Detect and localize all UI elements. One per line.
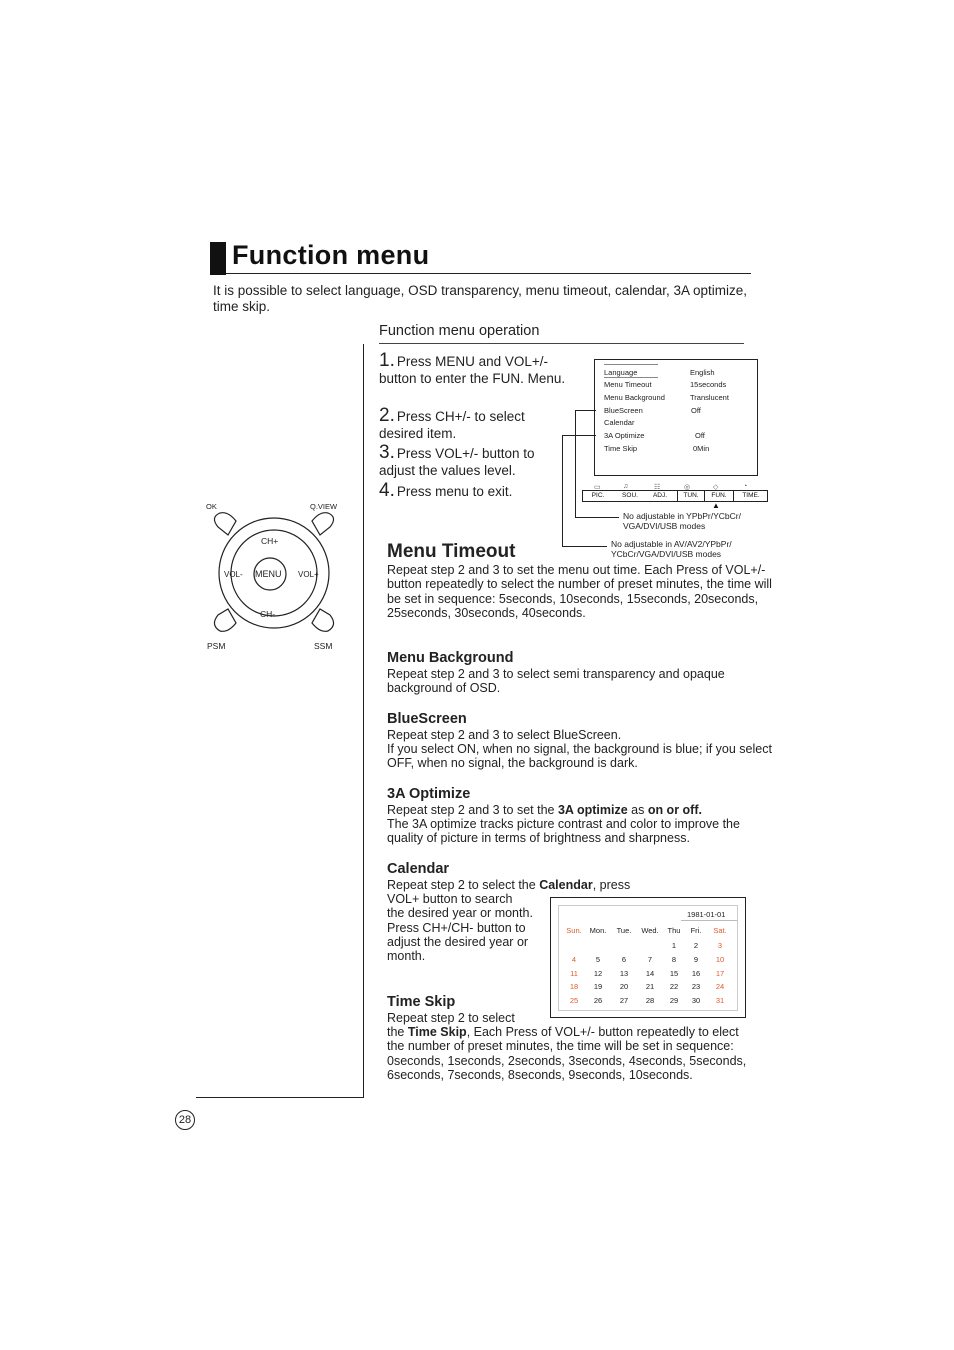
- tab-time: TIME.: [733, 491, 768, 501]
- tab-tun: TUN.: [677, 491, 705, 501]
- calendar-date-rule: [681, 920, 737, 921]
- calendar-day: 30: [691, 996, 701, 1006]
- calendar-screen: [550, 897, 746, 1018]
- title-bar-accent: [210, 242, 226, 275]
- calendar-day-header: Thu: [667, 926, 681, 935]
- calendar-day: 4: [571, 954, 577, 964]
- time-icon: ◔: [743, 483, 748, 490]
- remote-keypad-graphic: [206, 505, 342, 655]
- osd-tab-bar: [582, 483, 768, 502]
- calendar-day: 7: [647, 954, 653, 964]
- step-2: 2. Press CH+/- to select desired item.: [379, 405, 525, 441]
- calendar-day: 9: [693, 954, 699, 964]
- menu-background-body: Repeat step 2 and 3 to select semi transparency and opaque background of OSD.: [387, 667, 725, 696]
- picture-icon: ▭: [594, 484, 601, 491]
- calendar-day-header: Sat.: [713, 926, 727, 935]
- ch-minus-label: CH-: [260, 609, 276, 619]
- column-bottom-rule: [196, 1097, 364, 1098]
- calendar-heading: Calendar: [387, 861, 450, 877]
- optimize-heading: 3A Optimize: [387, 786, 471, 802]
- bluescreen-body-1: Repeat step 2 and 3 to select BlueScreen.: [387, 728, 622, 742]
- operation-header: Function menu operation: [379, 323, 540, 339]
- adjust-icon: ☷: [654, 484, 661, 491]
- bluescreen-body-2: If you select ON, when no signal, the background is blue; if you select OFF, when no signal, the background is dark.: [387, 742, 772, 771]
- vol-minus-label: VOL-: [224, 570, 243, 579]
- ok-label: OK: [206, 502, 217, 511]
- calendar-day-header: Mon.: [589, 926, 607, 935]
- osd-highlight-rule: [604, 377, 658, 378]
- calendar-day: 11: [570, 968, 578, 978]
- calendar-day: 21: [645, 982, 655, 992]
- step-1: 1. Press MENU and VOL+/- button to enter the FUN. Menu.: [379, 350, 566, 386]
- osd-function-menu: Language English Menu Timeout 15seconds Menu Background Translucent BlueScreen Off Calendar 3A Optimize Off Time Skip 0Min: [594, 359, 758, 476]
- menu-timeout-heading: Menu Timeout: [387, 541, 516, 562]
- sound-icon: ♫: [623, 483, 629, 490]
- connector-bluescreen-note: [575, 517, 619, 518]
- calendar-day: 8: [671, 954, 677, 964]
- calendar-day: 13: [619, 968, 629, 978]
- calendar-day: 24: [715, 982, 725, 992]
- calendar-day: 2: [693, 941, 699, 950]
- calendar-day-header: Tue.: [616, 926, 632, 935]
- calendar-day: 28: [645, 996, 655, 1006]
- step-3: 3. Press VOL+/- button to adjust the values level.: [379, 442, 535, 478]
- page-number: 28: [175, 1110, 195, 1130]
- calendar-day-header: Fri.: [690, 926, 702, 935]
- calendar-day-header: Sun.: [566, 926, 582, 935]
- calendar-day-header: Wed.: [641, 926, 659, 935]
- calendar-day: 25: [569, 996, 579, 1006]
- calendar-day: 16: [691, 968, 701, 978]
- calendar-day: 29: [669, 996, 679, 1006]
- arrow-up-icon: ▲: [712, 501, 720, 510]
- tab-adj: ADJ.: [652, 492, 668, 499]
- bluescreen-heading: BlueScreen: [387, 711, 467, 727]
- calendar-day: 3: [717, 941, 723, 950]
- calendar-day: 10: [715, 954, 725, 964]
- intro-text: It is possible to select language, OSD transparency, menu timeout, calendar, 3A optimize, time skip.: [213, 283, 748, 314]
- calendar-day: 19: [593, 982, 603, 992]
- psm-label: PSM: [207, 641, 226, 651]
- calendar-day: 23: [691, 982, 701, 992]
- ch-plus-label: CH+: [261, 536, 279, 546]
- connector-bluescreen-h: [575, 410, 596, 411]
- calendar-day: 18: [569, 982, 579, 992]
- ssm-label: SSM: [314, 641, 333, 651]
- tune-icon: ◎: [684, 484, 691, 491]
- calendar-day: 6: [621, 954, 627, 964]
- calendar-day: 31: [715, 996, 725, 1006]
- connector-optimize-note: [562, 546, 607, 547]
- menu-timeout-body: Repeat step 2 and 3 to set the menu out time. Each Press of VOL+/- button repeatedly to select the number of preset minutes, the time will be set in sequence: 5seconds, 10seconds, 15seconds, 20seconds, 25seconds, 30seconds, 40seconds.: [387, 563, 772, 620]
- connector-optimize-v: [562, 435, 563, 547]
- menu-background-heading: Menu Background: [387, 650, 514, 666]
- optimize-lead: Repeat step 2 and 3 to set the 3A optimize as on or off.: [387, 803, 702, 817]
- calendar-day: 27: [619, 996, 629, 1006]
- page-title: Function menu: [232, 240, 430, 270]
- function-icon: ◇: [713, 484, 719, 491]
- connector-optimize-h: [562, 435, 596, 436]
- calendar-day: 1: [671, 941, 677, 950]
- calendar-panel: [558, 905, 738, 1011]
- column-divider: [363, 344, 364, 1098]
- calendar-day: 14: [645, 968, 655, 978]
- time-skip-lead: Repeat step 2 to select: [387, 1011, 515, 1025]
- note-3a-optimize: No adjustable in AV/AV2/YPbPr/ YCbCr/VGA/DVI/USB modes: [611, 539, 732, 559]
- note-bluescreen: No adjustable in YPbPr/YCbCr/ VGA/DVI/USB modes: [623, 511, 741, 531]
- tab-sou: SOU.: [622, 492, 638, 499]
- qview-label: Q.VIEW: [310, 502, 338, 511]
- menu-label: MENU: [255, 569, 282, 579]
- step-4: 4. Press menu to exit.: [379, 480, 513, 501]
- calendar-day: 17: [715, 968, 725, 978]
- calendar-lead: Repeat step 2 to select the Calendar, press: [387, 878, 631, 892]
- title-rule: [226, 273, 751, 274]
- calendar-day: 12: [593, 968, 603, 978]
- operation-rule: [379, 343, 744, 344]
- time-skip-heading: Time Skip: [387, 994, 456, 1010]
- calendar-day: 5: [595, 954, 601, 964]
- tab-pic: PIC.: [591, 492, 605, 499]
- calendar-body: VOL+ button to search the desired year or month. Press CH+/CH- button to adjust the desired year or month.: [387, 892, 533, 964]
- calendar-day: 26: [593, 996, 603, 1006]
- vol-plus-label: VOL+: [298, 570, 319, 579]
- osd-top-rule: [604, 364, 658, 365]
- calendar-day: 22: [669, 982, 679, 992]
- calendar-day: 15: [669, 968, 679, 978]
- calendar-date: 1981-01-01: [687, 910, 726, 919]
- connector-bluescreen-v: [575, 410, 576, 518]
- remote-control-diagram: [206, 502, 342, 655]
- calendar-day: 20: [619, 982, 629, 992]
- time-skip-body: the Time Skip, Each Press of VOL+/- button repeatedly to elect the number of preset minutes, the time will be set in sequence: 0seconds, 1seconds, 2seconds, 3seconds, 4seconds, 5seconds, 6seconds, 7seconds, 8seconds, 9seconds, 10seconds.: [387, 1025, 747, 1082]
- optimize-body: The 3A optimize tracks picture contrast and color to improve the quality of picture in terms of brightness and sharpness.: [387, 817, 740, 846]
- tab-fun: FUN.: [711, 492, 727, 499]
